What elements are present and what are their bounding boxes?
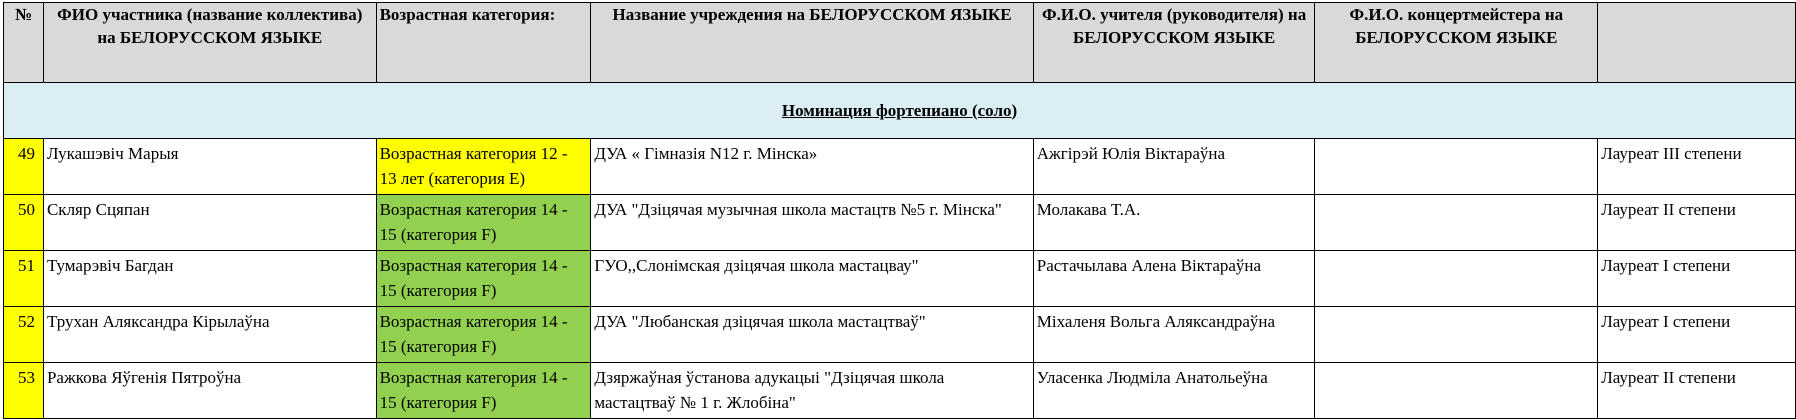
cell-teacher[interactable]: Ажгірэй Юлія Віктараўна [1033, 139, 1315, 195]
cell-institution[interactable]: ДУА "Любанская дзіцячая школа мастацтваў" [591, 307, 1033, 363]
cell-age-category[interactable]: Возрастная категория 14 - 15 (категория F) [376, 307, 591, 363]
cell-num[interactable]: 53 [4, 363, 44, 419]
cell-num[interactable]: 52 [4, 307, 44, 363]
cell-age-category[interactable]: Возрастная категория 14 - 15 (категория F) [376, 363, 591, 419]
cell-accompanist[interactable] [1315, 139, 1598, 195]
table-row [4, 363, 1796, 419]
cell-participant-name[interactable]: Тумарэвiч Багдан [43, 251, 376, 307]
cell-result[interactable]: Лауреат II степени [1598, 363, 1796, 419]
cell-participant-name[interactable]: Трухан Аляксандра Кірылаўна [43, 307, 376, 363]
cell-institution[interactable]: Дзяржаўная ўстанова адукацыі "Дзіцячая школа мастацтваў № 1 г. Жлобіна" [591, 363, 1033, 419]
cell-participant-name[interactable]: Скляр Сцяпан [43, 195, 376, 251]
cell-num[interactable]: 49 [4, 139, 44, 195]
cell-num[interactable]: 50 [4, 195, 44, 251]
cell-teacher[interactable]: Растачылава Алена Вiктараўна [1033, 251, 1315, 307]
cell-age-category[interactable]: Возрастная категория 12 - 13 лет (категория Е) [376, 139, 591, 195]
header-name[interactable]: ФИО участника (название коллектива) на БЕЛОРУССКОМ ЯЗЫКЕ [43, 3, 376, 83]
cell-teacher[interactable]: Молакава Т.А. [1033, 195, 1315, 251]
header-result[interactable] [1598, 3, 1796, 83]
table-row [4, 139, 1796, 195]
cell-participant-name[interactable]: Ражкова Яўгенія Пятроўна [43, 363, 376, 419]
cell-institution[interactable]: ДУА "Дзiцячая музычная школа мастацтв №5 г. Мінска" [591, 195, 1033, 251]
header-accompanist[interactable]: Ф.И.О. концертмейстера на БЕЛОРУССКОМ ЯЗЫКЕ [1315, 3, 1598, 83]
cell-teacher[interactable]: Уласенка Людміла Анатольеўна [1033, 363, 1315, 419]
cell-institution[interactable]: ДУА « Гімназія N12 г. Мінска» [591, 139, 1033, 195]
header-age-category[interactable]: Возрастная категория: [376, 3, 591, 83]
table-row [4, 195, 1796, 251]
header-teacher[interactable]: Ф.И.О. учителя (руководителя) на БЕЛОРУССКОМ ЯЗЫКЕ [1033, 3, 1315, 83]
header-institution[interactable]: Название учреждения на БЕЛОРУССКОМ ЯЗЫКЕ [591, 3, 1033, 83]
cell-institution[interactable]: ГУО,,Слонімская дзiцячая школа мастацвау" [591, 251, 1033, 307]
cell-result[interactable]: Лауреат I степени [1598, 307, 1796, 363]
cell-num[interactable]: 51 [4, 251, 44, 307]
cell-result[interactable]: Лауреат I степени [1598, 251, 1796, 307]
nomination-title[interactable]: Номинация фортепиано (соло) [4, 83, 1796, 139]
cell-participant-name[interactable]: Лукашэвіч Марыя [43, 139, 376, 195]
cell-accompanist[interactable] [1315, 251, 1598, 307]
cell-age-category[interactable]: Возрастная категория 14 - 15 (категория F) [376, 195, 591, 251]
table-row [4, 251, 1796, 307]
cell-accompanist[interactable] [1315, 195, 1598, 251]
cell-accompanist[interactable] [1315, 363, 1598, 419]
cell-result[interactable]: Лауреат III степени [1598, 139, 1796, 195]
cell-age-category[interactable]: Возрастная категория 14 - 15 (категория F) [376, 251, 591, 307]
header-row [4, 3, 1796, 83]
cell-result[interactable]: Лауреат II степени [1598, 195, 1796, 251]
nomination-row [4, 83, 1796, 139]
table-row [4, 307, 1796, 363]
cell-teacher[interactable]: Міхаленя Вольга Аляксандраўна [1033, 307, 1315, 363]
cell-accompanist[interactable] [1315, 307, 1598, 363]
results-table [3, 2, 1796, 419]
header-num[interactable]: № [4, 3, 44, 83]
